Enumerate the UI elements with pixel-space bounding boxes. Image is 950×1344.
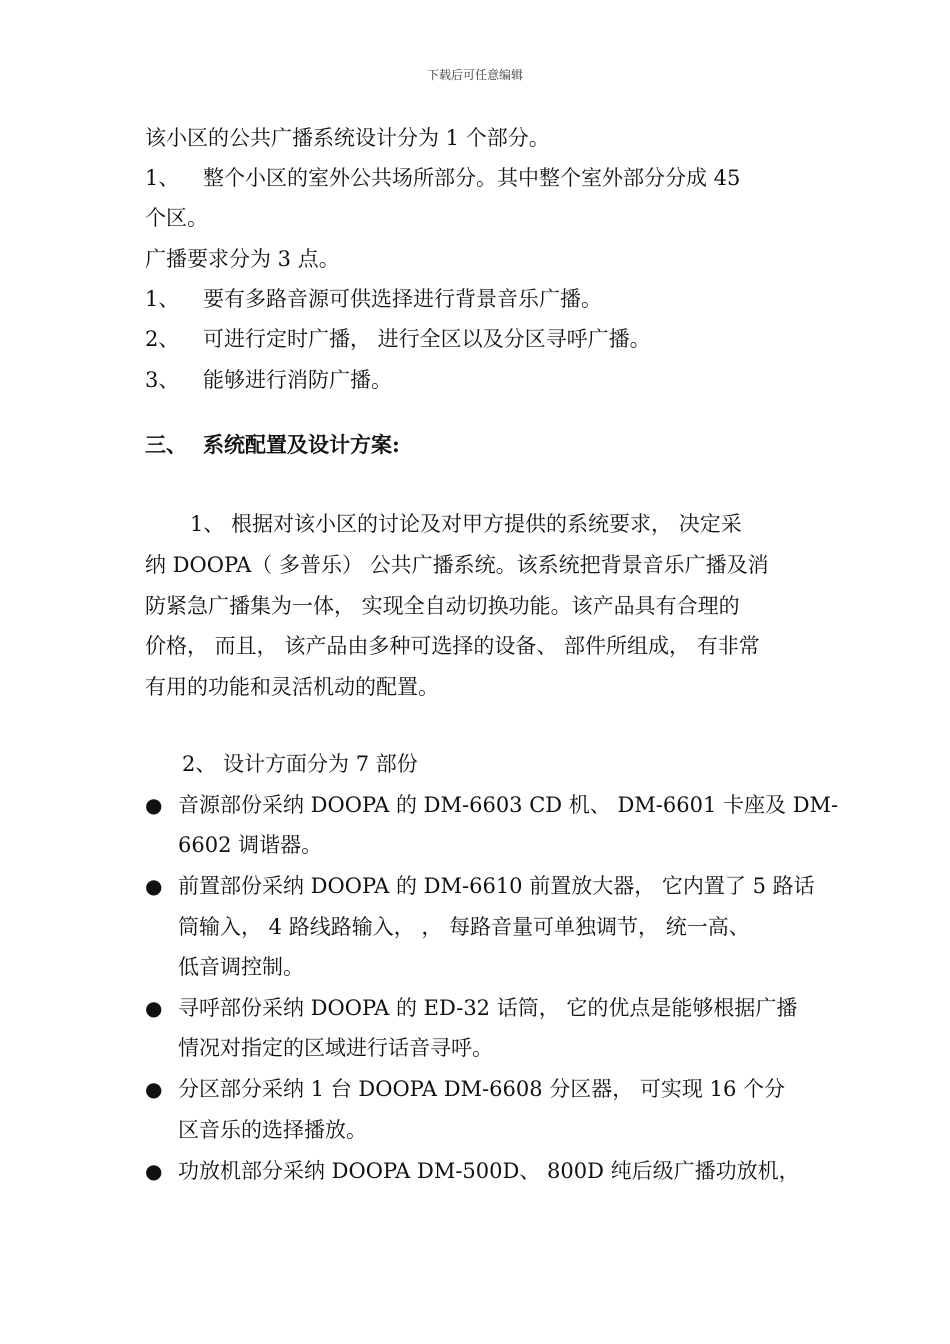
paragraph-line: 1、 根据对该小区的讨论及对甲方提供的系统要求， 决定采 <box>190 512 742 536</box>
requirement-number: 2、 <box>145 327 180 351</box>
bullet-line: 情况对指定的区域进行话音寻呼。 <box>178 1036 493 1060</box>
bullet-line: 前置部份采纳 DOOPA 的 DM-6610 前置放大器， 它内置了 5 路话 <box>178 874 815 898</box>
bullet-icon: ● <box>145 793 163 817</box>
bullet-line: 区音乐的选择播放。 <box>178 1118 367 1142</box>
bullet-icon: ● <box>145 874 163 898</box>
bullet-line: 分区部分采纳 1 台 DOOPA DM-6608 分区器， 可实现 16 个分 <box>178 1077 785 1101</box>
part1-number: 1、 <box>145 166 180 190</box>
bullet-line: 低音调控制。 <box>178 955 304 979</box>
paragraph-line: 纳 DOOPA（ 多普乐） 公共广播系统。该系统把背景音乐广播及消 <box>145 553 769 577</box>
bullet-icon: ● <box>145 1077 163 1101</box>
bullet-line: 音源部份采纳 DOOPA 的 DM-6603 CD 机、 DM-6601 卡座及 DM- <box>178 793 839 817</box>
requirement-item <box>145 285 602 313</box>
page-header-note: 下载后可任意编辑 <box>426 68 523 82</box>
paragraph-line: 有用的功能和灵活机动的配置。 <box>145 675 439 699</box>
requirement-text: 能够进行消防广播。 <box>203 368 392 392</box>
requirement-item <box>145 325 651 353</box>
bullet-line: 功放机部分采纳 DOOPA DM-500D、 800D 纯后级广播功放机， <box>178 1159 800 1183</box>
paragraph-line: 防紧急广播集为一体， 实现全自动切换功能。该产品具有合理的 <box>145 594 740 618</box>
requirement-number: 3、 <box>145 368 180 392</box>
part1-line <box>145 164 740 192</box>
requirement-number: 1、 <box>145 287 180 311</box>
requirements-title: 广播要求分为 3 点。 <box>145 247 340 271</box>
requirement-text: 可进行定时广播， 进行全区以及分区寻呼广播。 <box>203 327 651 351</box>
part1-continuation: 个区。 <box>145 206 208 230</box>
bullet-icon: ● <box>145 1159 163 1183</box>
design-parts-title: 2、 设计方面分为 7 部份 <box>182 752 418 776</box>
section-title: 系统配置及设计方案: <box>203 432 400 457</box>
part1-text: 整个小区的室外公共场所部分。其中整个室外部分分成 45 <box>203 166 741 190</box>
paragraph-line: 价格， 而且， 该产品由多种可选择的设备、 部件所组成， 有非常 <box>145 634 760 658</box>
bullet-line: 寻呼部份采纳 DOOPA 的 ED-32 话筒， 它的优点是能够根据广播 <box>178 996 798 1020</box>
intro-line: 该小区的公共广播系统设计分为 1 个部分。 <box>145 126 550 150</box>
requirement-item <box>145 366 392 394</box>
bullet-line: 6602 调谐器。 <box>178 833 323 857</box>
requirement-text: 要有多路音源可供选择进行背景音乐广播。 <box>203 287 602 311</box>
bullet-icon: ● <box>145 996 163 1020</box>
section-heading <box>145 431 400 459</box>
bullet-line: 筒输入， 4 路线路输入， ， 每路音量可单独调节， 统一高、 <box>178 915 750 939</box>
section-number: 三、 <box>145 432 187 457</box>
